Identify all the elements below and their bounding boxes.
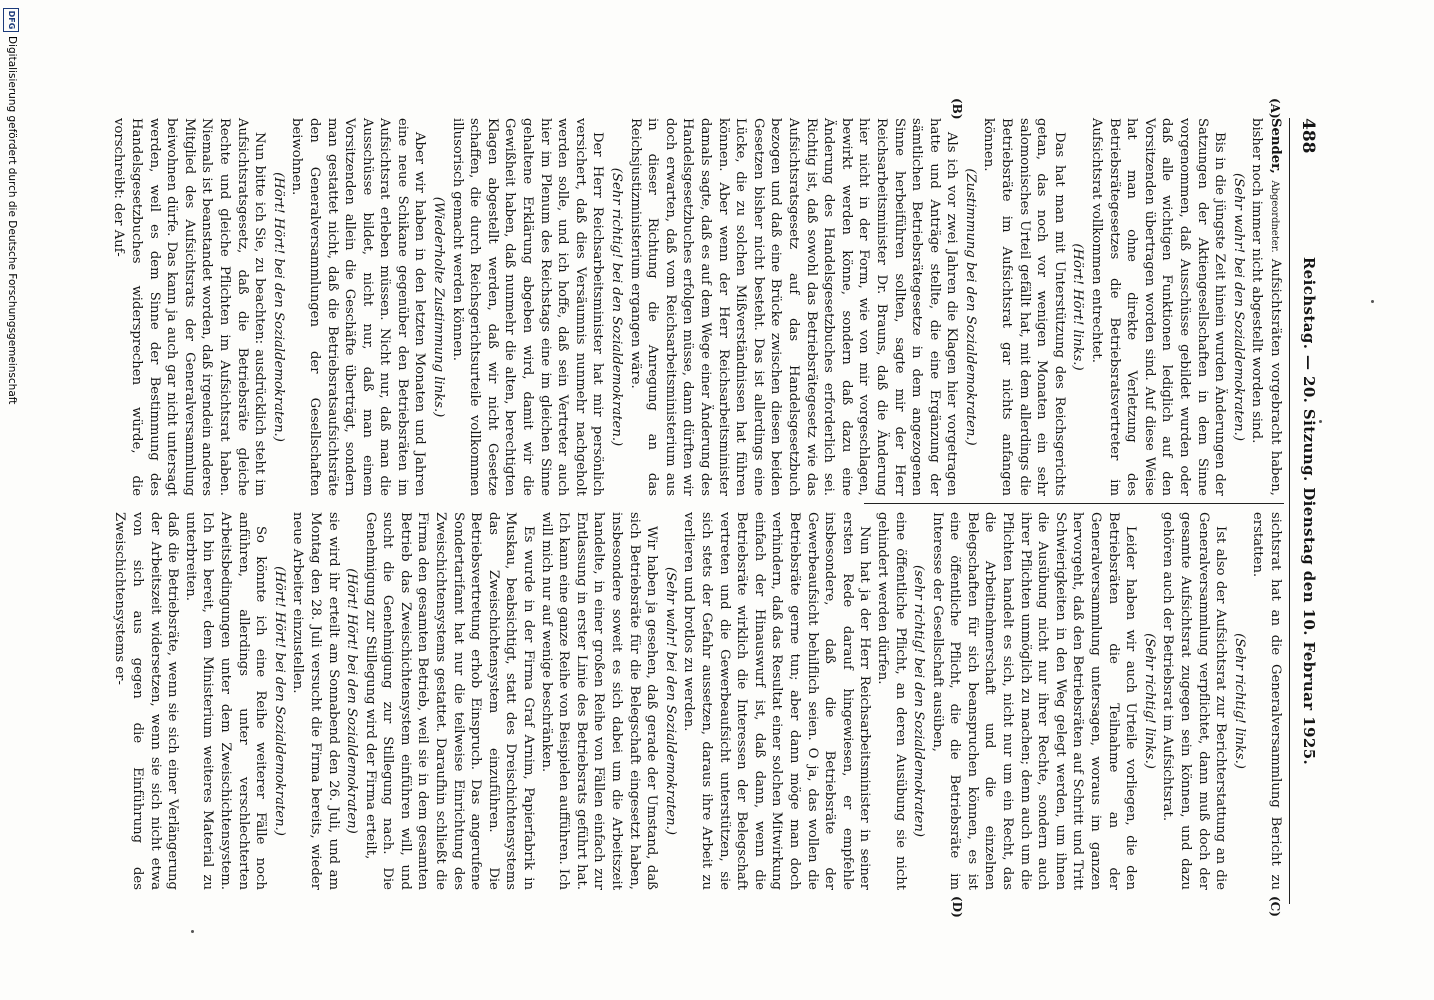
interjection: (Hört! Hört! bei den Sozialdemokraten.) [270,172,286,442]
interjection: (sehr richtig! bei den Sozialdemokraten) [911,565,927,837]
interjection: (Sehr richtig! links.) [1141,633,1157,769]
paragraph: daß die Betriebsräte, wenn sie sich einer Verlängerung der Arbeitszeit widersetzen, wenn sie sich nicht etwa von sich aus gegen die Einführung des Zweischichtensystems er- [112,512,181,890]
scan-speck [1371,300,1374,303]
digitization-footer [0,0,22,1000]
paragraph: eine öffentliche Pflicht, an deren Ausübung sie nicht gehindert werden dürfen. [874,512,908,890]
paragraph: Aber wir haben in den letzten Monaten und Jahren eine neue Schikane gegenüber den Betriebsräten im Aufsichtsrat erleben müssen. Nicht nur, daß man die Ausschüsse bildet, nicht nur, daß man einem Vorsitzenden allein die Geschäfte überträgt, sondern man gestattet nicht, daß die Betriebsratsaufsichtsräte den Generalversammlungen der Gesellschaften beiwohnen. [289,118,428,496]
right-column [111,512,1284,890]
paragraph: So könnte ich eine Reihe weiterer Fälle noch anführen, allerdings unter verschlechterten Arbeitsbedingungen unter dem Zweischichtensystem. Ich bin bereit, dem Ministerium weiteres Material zu unterbreiten. [182,512,269,890]
interjection: (Hört! Hört! bei den Sozialdemokraten) [344,568,360,834]
margin-mark-a: (A) [1268,98,1282,119]
page-header [1289,118,1324,904]
interjection: (Sehr wahr! bei den Sozialdemokraten.) [1230,173,1246,441]
speaker-name: Sender, Abgeordneter. [1268,118,1283,253]
interjection: (Sehr richtig! bei den Sozialdemokraten.) [609,167,625,447]
paragraph: Als ich vor zwei Jahren die Klagen hier vorgetragen hatte und Anträge stellte, die eine Ergänzung der sämtlichen Betriebsrätegesetze in dem angezogenen Sinne herbeiführen sollten, sagte mir der Herr Reichsarbeitsminister Dr. Brauns, daß die Änderung hier nicht in der Form, wie von mir vorgeschlagen, bewirkt werden könne, sondern daß dazu eine Änderung des Handelsgesetzbuches erforderlich sei. Richtig ist, daß sowohl das Betriebsrätegesetz wie das Aufsichtsratsgesetz auf das Handelsgesetzbuch bezogen und daß eine Brücke zwischen diesen beiden Gesetzen bisher nicht besteht. Das ist allerdings eine Lücke, die zu solchen Mißverständnissen hat führen können. Aber wenn der Herr Reichsarbeitsminister damals sagte, daß es auf dem Wege einer Änderung des Handelsgesetzbuches erfolgen müsse, dann dürften wir doch erwarten, daß vom Reichsarbeitsministerium aus in dieser Richtung die Anregung an das Reichsjustizministerium ergangen wäre. [627,118,960,496]
speaker-role: Abgeordneter. [1269,180,1280,253]
paragraph: Leider haben wir auch Urteile vorliegen, die den Betriebsräten die Teilnahme an der Generalversammlung untersagen, woraus im ganzen hervorgeht, daß den Betriebsräten auf Schritt und Tritt Schwierigkeiten in den Weg gelegt werden, um ihnen die Ausübung nicht nur ihrer Rechte, sondern auch ihrer Pflichten unmöglich zu machen; denn auch um die Pflichten handelt es sich, nicht nur um ein Recht, das die Arbeitnehmerschaft und die einzelnen Belegschaften für sich beanspruchen können, es ist eine öffentliche Pflicht, die die Betriebsräte im Interesse der Gesellschaft ausüben, [929,512,1139,890]
paragraph: Wir haben ja gesehen, daß gerade der Umstand, daß sich Betriebsräte für die Belegschaft eingesetzt haben, insbesondere soweit es sich dabei um die Arbeitszeit handelte, in einer großen Reihe von Fällen einfach zur Entlassung in erster Linie des Betriebsrats geführt hat. Ich kann eine ganze Reihe von Beispielen aufführen. Ich will mich nur auf wenige beschränken. [538,512,660,890]
paragraph: Es wurde in der Firma Graf Arnim, Papierfabrik in Muskau, beabsichtigt, statt des Dreischichtensystems das Zweischichtensystem einzuführen. Die Betriebsvertretung erhob Einspruch. Das angerufene Sondertarifamt hat nur die teilweise Einrichtung des Zweischichtensystems gestattet. Daraufhin schließt die Firma den gesamten Betrieb, weil sie in dem gesamten Betrieb das Zweischichtensystem einführen will, und sucht die Genehmigung zur Stillegung nach. Die Genehmigung zur Stillegung wird der Firma erteilt, [362,512,537,890]
paragraph: Nun bitte ich Sie, zu beachten: ausdrücklich steht im Aufsichtsratsgesetz, daß die Betriebsräte gleiche Rechte und gleiche Pflichten im Aufsichtsrat haben. Niemals ist beanstandet worden, daß irgendein anderes Mitglied des Aufsichtsrats der Generalversammlung beiwohnen dürfe. Das kann ja auch gar nicht untersagt werden, weil es dem Sinne der Bestimmung des Handelsgesetzbuches widersprechen würde, die vorschreibt: der Auf- [111,118,268,496]
column-divider [864,503,1284,504]
page-number: 488 [1298,118,1318,154]
footer-text: Digitalisierung gefördert durch die Deutsche Forschungsgemeinschaft [6,36,18,405]
margin-mark-c: (C) [1268,896,1282,917]
paragraph: Ist also der Aufsichtsrat zur Berichterstattung an die Generalversammlung verpflichtet, dann muß doch der gesamte Aufsichtsrat zugegen sein können, und dazu gehören auch der Betriebsrat im Aufsichtsrat. [1160,512,1229,890]
running-title: Reichstag. — 20. Sitzung. Dienstag den 10. Februar 1925. [1300,256,1318,766]
margin-mark-d: (D) [950,896,964,918]
paragraph: Nun hat ja der Herr Reichsarbeitsminister in seiner ersten Rede darauf hingewiesen, er empfehle insbesondere, daß die Betriebsräte der Gewerbeaufsicht behilflich seien. O ja, das wollen die Betriebsräte gerne tun; aber dann möge man doch verhindern, daß das Resultat einer solchen Mitwirkung einfach der Hinauswurf ist, daß dann, wenn die Betriebsräte wirklich die Interessen der Belegschaft vertreten und die Gewerbeaufsicht unterstützen, sie sich stets der Gefahr aussetzen, daraus ihre Arbeit zu verlieren und brotlos zu werden. [681,512,873,890]
interjection: (Wiederholte Zustimmung links.) [431,196,447,418]
interjection: (Hört! Hört! links.) [1070,243,1086,371]
interjection: (Sehr richtig! links.) [1231,633,1247,769]
interjection: (Hört! Hört! bei den Sozialdemokraten.) [271,566,287,836]
paragraph: Der Herr Reichsarbeitsminister hat mir persönlich versichert, daß dies Versäumnis nunmehr nachgeholt werden solle, und ich hoffe, daß sein Vertreter auch hier im Plenum des Reichstags eine im gleichen Sinne gehaltene Erklärung abgeben wird, damit wir die Gewißheit haben, daß nunmehr die alten, berechtigten Klagen abgestellt werden, daß wir nicht Gesetze schaffen, die durch Reichsgerichtsurteile vollkommen illusorisch gemacht werden können. [449,118,606,496]
scan-speck [1319,420,1322,423]
margin-mark-b: (B) [950,98,964,120]
dfg-logo: DFG [3,8,19,32]
paragraph: Sender, Abgeordneter. Aufsichtsräten vorgebracht haben, bisher noch immer nicht abgestellt worden sind. [1249,118,1283,496]
paragraph: sie wird ihr erteilt am Sonnabend den 26. Juli, und am Montag den 28. Juli versucht die Firma bereits, wieder neue Arbeiter einzustellen. [290,512,341,890]
paragraph: sichtsrat hat an die Generalversammlung Bericht zu erstatten. [1250,512,1283,890]
left-column [110,118,1284,496]
paragraph: Bis in die jüngste Zeit hinein wurden Änderungen der Satzungen der Aktiengesellschaften in dem Sinne vorgenommen, daß Ausschüsse gebildet wurden oder daß alle wichtigen Funktionen lediglich auf den Vorsitzenden übertragen worden sind. Auf diese Weise hat man ohne direkte Verletzung des Betriebsrätegesetzes die Betriebsratsvertreter im Aufsichtsrat vollkommen entrechtet. [1089,118,1228,496]
interjection: (Zustimmung bei den Sozialdemokraten.) [962,168,978,446]
scan-speck [191,930,194,933]
interjection: (Sehr wahr! bei den Sozialdemokraten.) [662,567,678,835]
paragraph: Das hat man mit Unterstützung des Reichsgerichts getan, das noch vor wenigen Monaten ein sehr salomonisches Urteil gefällt hat, mit dem allerdings die Betriebsräte im Aufsichtsrat gar nichts anfangen können. [981,118,1067,496]
